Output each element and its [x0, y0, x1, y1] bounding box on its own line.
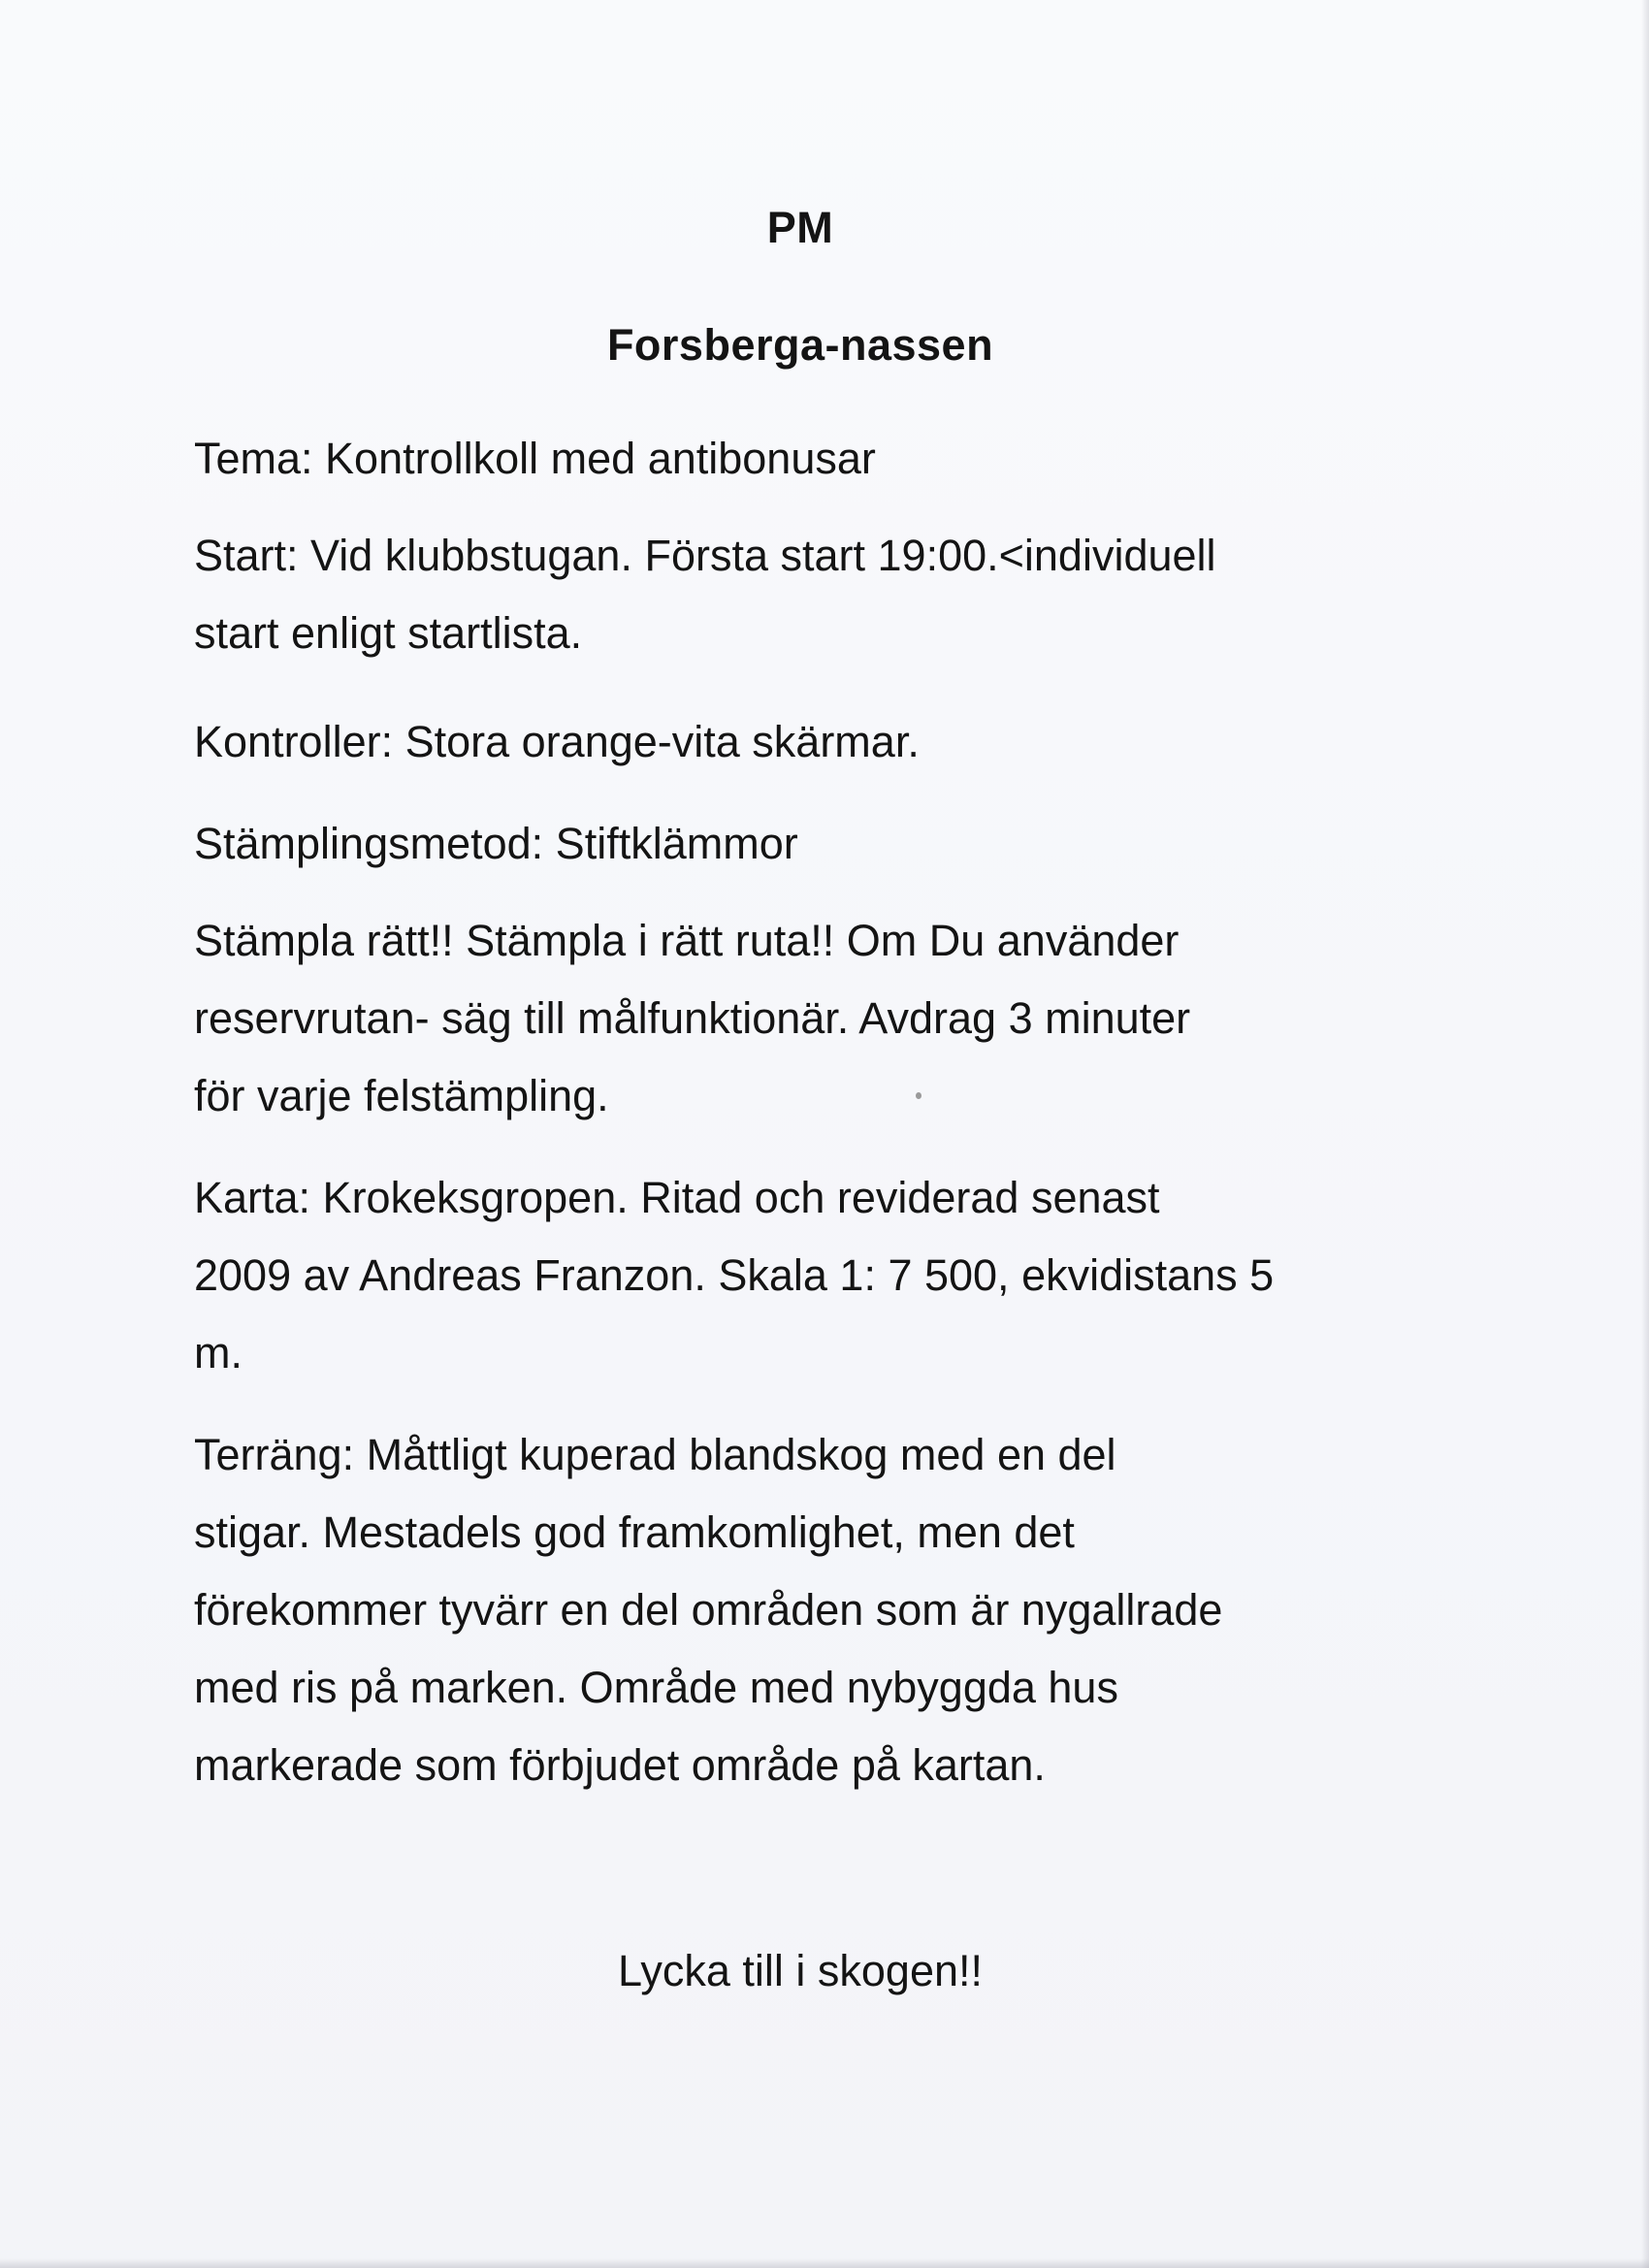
- paragraph-stampla: [194, 902, 1455, 1135]
- paper-speck: [916, 1092, 922, 1099]
- document-heading: PM: [766, 203, 834, 252]
- text-line: Tema: Kontrollkoll med antibonusar: [194, 434, 876, 483]
- text-line: Start: Vid klubbstugan. Första start 19:00.<individuell: [194, 531, 1216, 580]
- text-line: förekommer tyvärr en del områden som är nygallrade: [194, 1585, 1223, 1635]
- sheet-edge-shadow-right: [1641, 0, 1649, 2268]
- text-line: Stämpla rätt!! Stämpla i rätt ruta!! Om Du använder: [194, 916, 1180, 965]
- event-title: Forsberga-nassen: [606, 320, 994, 370]
- text-line: Stämplingsmetod: Stiftklämmor: [194, 819, 798, 868]
- text-line: Kontroller: Stora orange-vita skärmar.: [194, 717, 920, 766]
- paragraph-tema: [194, 420, 1455, 498]
- paragraph-kontroller: [194, 703, 1455, 781]
- sheet-edge-shadow-bottom: [0, 2258, 1649, 2268]
- closing-wish: Lycka till i skogen!!: [618, 1946, 983, 1995]
- text-line: Terräng: Måttligt kuperad blandskog med en del: [194, 1430, 1116, 1479]
- text-line: Karta: Krokeksgropen. Ritad och reviderad senast: [194, 1173, 1160, 1222]
- paragraph-start: [194, 517, 1455, 672]
- text-line: markerade som förbjudet område på kartan.: [194, 1740, 1046, 1790]
- paragraph-stamplingsmetod: [194, 805, 1455, 883]
- text-line: stigar. Mestadels god framkomlighet, men det: [194, 1507, 1075, 1557]
- text-line: med ris på marken. Område med nybyggda hus: [194, 1663, 1118, 1712]
- text-line: m.: [194, 1328, 242, 1377]
- text-line: 2009 av Andreas Franzon. Skala 1: 7 500, ekvidistans 5: [194, 1250, 1275, 1300]
- text-line: start enligt startlista.: [194, 608, 583, 658]
- text-line: för varje felstämpling.: [194, 1071, 609, 1120]
- paragraph-karta: [194, 1159, 1455, 1392]
- text-line: reservrutan- säg till målfunktionär. Avdrag 3 minuter: [194, 993, 1191, 1043]
- paragraph-terrang: [194, 1416, 1455, 1804]
